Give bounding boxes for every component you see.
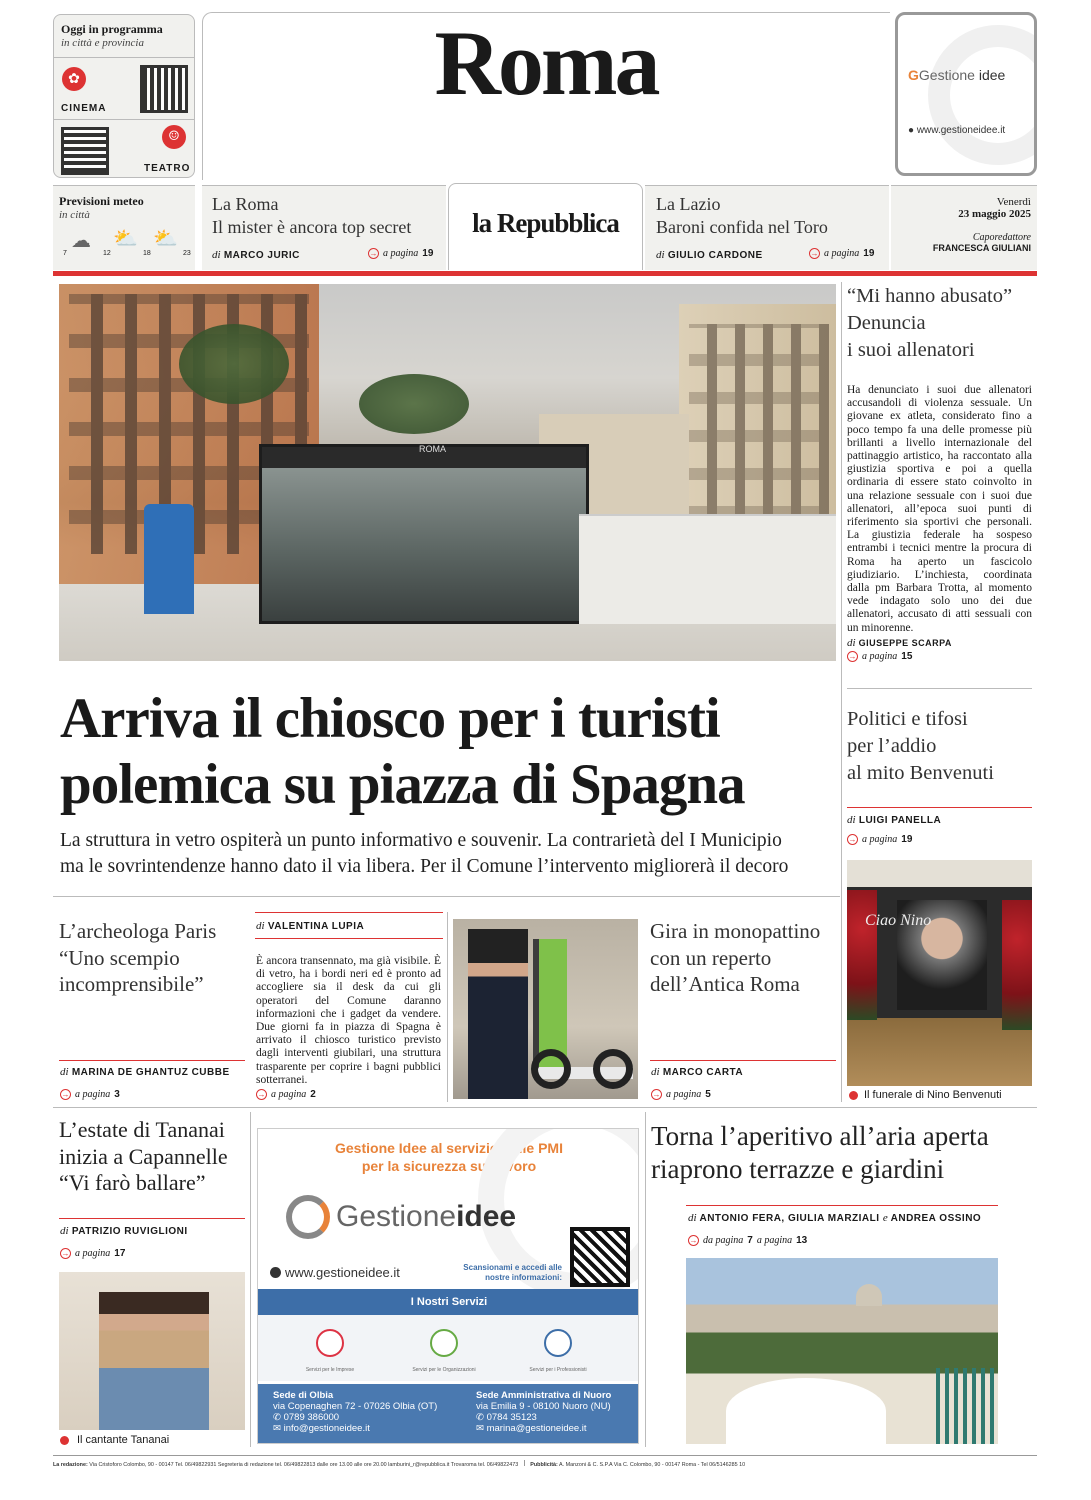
aperitivo-pageref[interactable]: → da pagina 7 a pagina 13 bbox=[689, 1235, 808, 1246]
abuse-title-1: “Mi hanno abusato” bbox=[847, 285, 1013, 307]
ad-watermark bbox=[928, 25, 1037, 165]
monopattino-title-1: Gira in monopattino bbox=[650, 919, 821, 943]
service-label: Servizi per le Organizzazioni bbox=[412, 1367, 476, 1373]
red-rule bbox=[847, 807, 1032, 808]
red-rule bbox=[255, 912, 443, 913]
ad-headline: Gestione Idee al servizio delle PMI per la sicurezza sul lavoro bbox=[335, 1140, 563, 1174]
headline-line-1: Arriva il chiosco per i turisti bbox=[60, 687, 720, 750]
lupia-pageref[interactable]: → a pagina 2 bbox=[257, 1089, 316, 1100]
footer-redazione: Via Cristoforo Colombo, 90 - 00147 Tel. 06/49822931 Segreteria di redazione tel. 06/49822813 dalle ore 13.00 alle ore 20.00 lamburini_r@repubblica.it Trovaroma tel. 06/49822473 bbox=[89, 1462, 519, 1468]
tananai-title-2: inizia a Capannelle bbox=[59, 1143, 228, 1169]
meteo-title: Previsioni meteo bbox=[59, 194, 144, 208]
singer bbox=[99, 1292, 209, 1430]
teaser-kicker: La Roma bbox=[212, 194, 279, 214]
caption-bullet-icon bbox=[849, 1091, 858, 1100]
caption-bullet-icon bbox=[60, 1436, 69, 1445]
paris-title-3: incomprensibile” bbox=[59, 972, 204, 996]
palm-tree bbox=[179, 324, 289, 404]
cloud-icon: ☁ bbox=[71, 228, 91, 252]
benvenuti-byline: di LUIGI PANELLA bbox=[847, 814, 942, 826]
teaser-roma[interactable] bbox=[202, 185, 446, 270]
palm-tree bbox=[359, 374, 469, 434]
ad-url[interactable]: www.gestioneidee.it bbox=[270, 1265, 400, 1280]
arrow-right-icon: → bbox=[369, 249, 378, 258]
header-red-rule bbox=[53, 271, 1037, 276]
abuse-pageref[interactable]: → a pagina 15 bbox=[848, 650, 913, 662]
ad-logo: Gestione idee bbox=[286, 1195, 516, 1239]
ad-scan-text: Scansionami e accedi alle nostre informazioni: bbox=[463, 1263, 562, 1282]
meteo-hour: 18 bbox=[143, 250, 151, 257]
sidebar-benvenuti[interactable] bbox=[847, 706, 1032, 845]
tananai-caption: Il cantante Tananai bbox=[60, 1434, 169, 1446]
sidebar-abuse[interactable] bbox=[847, 283, 1032, 662]
monopattino-title-2: con un reperto bbox=[650, 945, 772, 970]
kiosk-sign: ROMA bbox=[419, 444, 446, 454]
arrow-right-icon: → bbox=[810, 249, 819, 258]
teaser-byline: di GIULIO CARDONE bbox=[656, 249, 763, 261]
column-rule bbox=[841, 282, 842, 1102]
gears-icon bbox=[430, 1329, 458, 1357]
programma-divider bbox=[54, 57, 194, 58]
footer-rule bbox=[53, 1455, 1037, 1456]
wheel bbox=[593, 1049, 633, 1089]
teaser-byline: di MARCO JURIC bbox=[212, 249, 300, 261]
service-label: Servizi per i Professionisti bbox=[529, 1367, 587, 1373]
tananai-pageref[interactable]: → a pagina 17 bbox=[61, 1248, 126, 1259]
barrier bbox=[579, 514, 836, 624]
qr-code-icon[interactable] bbox=[140, 65, 188, 113]
web-icon: ● bbox=[908, 125, 915, 136]
qr-code-icon[interactable] bbox=[61, 127, 109, 175]
main-divider bbox=[53, 896, 840, 897]
article-aperitivo[interactable] bbox=[651, 1120, 1031, 1186]
article-paris[interactable] bbox=[59, 918, 245, 998]
sun-cloud-icon: ⛅ bbox=[153, 226, 178, 250]
programma-title: Oggi in programma bbox=[61, 22, 163, 36]
sidebar-divider bbox=[847, 688, 1032, 689]
carabiniere bbox=[468, 929, 528, 1099]
photo-handwriting: Ciao Nino bbox=[865, 912, 932, 929]
arrow-right-icon: → bbox=[61, 1249, 70, 1258]
arrow-right-icon: → bbox=[848, 835, 857, 844]
arrow-right-icon: → bbox=[848, 651, 857, 661]
paris-title-2: “Uno scempio bbox=[59, 945, 180, 970]
window-grid bbox=[689, 324, 829, 544]
benvenuti-title-2: per l’addio bbox=[847, 735, 937, 757]
arrow-right-icon: → bbox=[652, 1090, 661, 1099]
footer-redazione-label: La redazione: bbox=[53, 1462, 88, 1468]
row-divider bbox=[53, 1107, 1037, 1108]
main-photo bbox=[59, 284, 836, 661]
teaser-lazio[interactable] bbox=[645, 185, 889, 270]
dome bbox=[856, 1284, 882, 1306]
theater-mask-icon[interactable]: ☺ bbox=[162, 125, 186, 149]
date-value: 23 maggio 2025 bbox=[958, 208, 1031, 220]
mail-icon: ✉ bbox=[273, 1423, 281, 1434]
red-rule bbox=[59, 1218, 245, 1219]
abuse-title-2: Denuncia bbox=[847, 312, 926, 334]
header-ad[interactable] bbox=[895, 12, 1037, 176]
date-day: Venerdì bbox=[996, 196, 1031, 208]
benvenuti-photo bbox=[847, 860, 1032, 1086]
phone-icon: ✆ bbox=[273, 1412, 281, 1423]
benvenuti-caption: Il funerale di Nino Benvenuti bbox=[849, 1089, 1002, 1101]
abuse-text: Ha denunciato i suoi due allenatori accusandoli di violenza sessuale. Un giovane ex atleta, considerato fino a poco tempo fa una delle promesse più brillanti a livello internazionale del pattinaggio artistico, ha raccontato alla giustizia sportiva e poi a quella ordinaria di essere stato coinvolto in una relazione sessuale con i suoi due allenatori, all’epoca suoi punti di riferimento sia sportivi che personali. La giustizia federale ha sospeso entrambi i tecnici mentre la procura di Roma ha aperto un fascicolo giudiziario. L’inchiesta, coordinata dalla pm Barbara Trotta, al momento vede indagato solo uno dei due allenatori, accusato di atti sessuali con un minorenne. bbox=[847, 384, 1032, 634]
teaser-pageref[interactable]: → a pagina 19 bbox=[810, 248, 875, 259]
editor-role: Caporedattore bbox=[972, 232, 1031, 243]
sun-cloud-icon: ⛅ bbox=[113, 226, 138, 250]
kiosk bbox=[259, 444, 589, 624]
lupia-text: È ancora transennato, ma già visibile. È di vetro, ha i bordi neri ed è pronto ad accogliere sia il desk da cui gli operatori del Comune daranno informazioni che i gadget da vendere. Due giorni fa in piazza di Spagna è arrivato il chiosco turistico previsto dagli interventi giubilari, una struttura trasparente per coprire i bagni pubblici sotterranei. bbox=[256, 955, 441, 1086]
arrow-right-icon: → bbox=[61, 1090, 70, 1099]
meteo-subtitle: in città bbox=[59, 209, 90, 221]
red-rule bbox=[255, 938, 443, 939]
tananai-title-1: L’estate di Tananai bbox=[59, 1117, 225, 1142]
teaser-pageref[interactable]: → a pagina 19 bbox=[369, 248, 434, 259]
monopattino-photo bbox=[453, 919, 638, 1099]
gi-logo-icon bbox=[286, 1195, 330, 1239]
headline-line-2: polemica su piazza di Spagna bbox=[60, 753, 745, 816]
ad-services-title: I Nostri Servizi bbox=[258, 1289, 639, 1315]
teaser-title: Il mister è ancora top secret bbox=[212, 217, 412, 237]
gestione-idee-ad[interactable] bbox=[257, 1128, 639, 1444]
teaser-title: Baroni confida nel Toro bbox=[656, 217, 828, 237]
cinema-label[interactable]: CINEMA bbox=[61, 103, 107, 114]
phone-icon: ✆ bbox=[476, 1412, 484, 1423]
column-rule bbox=[645, 1112, 646, 1447]
paris-pageref[interactable]: → a pagina 3 bbox=[61, 1089, 120, 1100]
article-monopattino[interactable] bbox=[650, 918, 836, 998]
meteo-hour: 23 bbox=[183, 250, 191, 257]
monopattino-byline: di MARCO CARTA bbox=[651, 1066, 744, 1078]
arrow-right-icon: → bbox=[257, 1090, 266, 1099]
summary-line-2: ma le sovrintendenze hanno dato il via libera. Per il Comune l’intervento migliorerà il decoro bbox=[60, 856, 789, 877]
ad-services bbox=[258, 1315, 639, 1381]
main-headline bbox=[60, 686, 840, 818]
programma-subtitle: in città e provincia bbox=[61, 37, 144, 49]
portable-toilet bbox=[144, 504, 194, 614]
summary-line-1: La struttura in vetro ospiterà un punto informativo e souvenir. La contrarietà del I Municipio bbox=[60, 830, 782, 851]
service-label: Servizi per le Imprese bbox=[305, 1367, 355, 1373]
table bbox=[726, 1378, 886, 1444]
teatro-label[interactable]: TEATRO bbox=[144, 163, 191, 174]
footer bbox=[53, 1460, 1037, 1468]
tananai-byline: di PATRIZIO RUVIGLIONI bbox=[60, 1225, 188, 1237]
office-nuoro: Sede Amministrativa di Nuoro via Emilia 9 - 08100 Nuoro (NU) ✆ 0784 35123 ✉ marina@gestioneidee.it bbox=[476, 1390, 612, 1434]
footer-pubblicita-label: Pubblicità: bbox=[530, 1462, 558, 1468]
flowers bbox=[1002, 900, 1032, 1030]
flowers bbox=[847, 890, 877, 1020]
red-rule bbox=[59, 1060, 245, 1061]
newspaper-logo: la Repubblica bbox=[472, 208, 619, 238]
programma-divider-2 bbox=[54, 119, 194, 120]
editor-name: FRANCESCA GIULIANI bbox=[932, 243, 1031, 253]
paris-byline: di MARINA DE GHANTUZ CUBBE bbox=[60, 1066, 230, 1078]
chair bbox=[936, 1368, 998, 1444]
arrow-right-icon: → bbox=[689, 1236, 698, 1245]
qr-code-icon[interactable] bbox=[570, 1227, 630, 1287]
ad-url[interactable]: ● www.gestioneidee.it bbox=[908, 125, 1006, 136]
tananai-title-3: “Vi farò ballare” bbox=[59, 1170, 206, 1195]
benvenuti-pageref[interactable]: → a pagina 19 bbox=[848, 834, 913, 845]
footer-pubblicita: A. Manzoni & C. S.P.A Via C. Colombo, 90 - 00147 Roma - Tel 06/5146285 10 bbox=[559, 1462, 746, 1468]
column-rule bbox=[447, 912, 448, 1102]
aperitivo-title-1: Torna l’aperitivo all’aria aperta bbox=[651, 1121, 989, 1151]
abuse-title-3: i suoi allenatori bbox=[847, 339, 975, 361]
paris-title-1: L’archeologa Paris bbox=[59, 919, 217, 943]
chart-icon bbox=[544, 1329, 572, 1357]
red-rule bbox=[686, 1205, 998, 1206]
ad-logo: GGestione idee bbox=[908, 67, 1006, 83]
lupia-byline: di VALENTINA LUPIA bbox=[256, 920, 365, 932]
date-box bbox=[891, 185, 1037, 270]
web-icon bbox=[270, 1267, 281, 1278]
abuse-byline: di GIUSEPPE SCARPA bbox=[847, 636, 952, 649]
main-summary bbox=[60, 828, 840, 880]
meteo-hour: 7 bbox=[63, 250, 67, 257]
article-tananai[interactable] bbox=[59, 1117, 247, 1197]
wheel bbox=[531, 1049, 571, 1089]
benvenuti-title-1: Politici e tifosi bbox=[847, 708, 968, 730]
benvenuti-title-3: al mito Benvenuti bbox=[847, 762, 994, 784]
aperitivo-byline: di ANTONIO FERA, GIULIA MARZIALI e ANDREA OSSINO bbox=[688, 1212, 982, 1224]
red-rule bbox=[650, 1060, 836, 1061]
mail-icon: ✉ bbox=[476, 1423, 484, 1434]
monopattino-title-3: dell’Antica Roma bbox=[650, 972, 800, 996]
aperitivo-photo bbox=[686, 1258, 998, 1444]
column-rule bbox=[250, 1112, 251, 1447]
gi-logo-icon: G bbox=[908, 67, 919, 83]
tananai-photo bbox=[59, 1272, 245, 1430]
office-olbia: Sede di Olbia via Copenaghen 72 - 07026 Olbia (OT) ✆ 0789 386000 ✉ info@gestioneidee.it bbox=[273, 1390, 438, 1434]
programma-box bbox=[53, 14, 195, 178]
meteo-box bbox=[53, 185, 195, 270]
ad-offices bbox=[258, 1384, 639, 1444]
masthead-title: Roma bbox=[434, 12, 658, 114]
cinema-icon[interactable]: ✿ bbox=[62, 67, 86, 91]
meteo-hour: 12 bbox=[103, 250, 111, 257]
aperitivo-title-2: riaprono terrazze e giardini bbox=[651, 1154, 945, 1184]
teaser-kicker: La Lazio bbox=[656, 194, 721, 214]
briefcase-icon bbox=[316, 1329, 344, 1357]
monopattino-pageref[interactable]: → a pagina 5 bbox=[652, 1089, 711, 1100]
